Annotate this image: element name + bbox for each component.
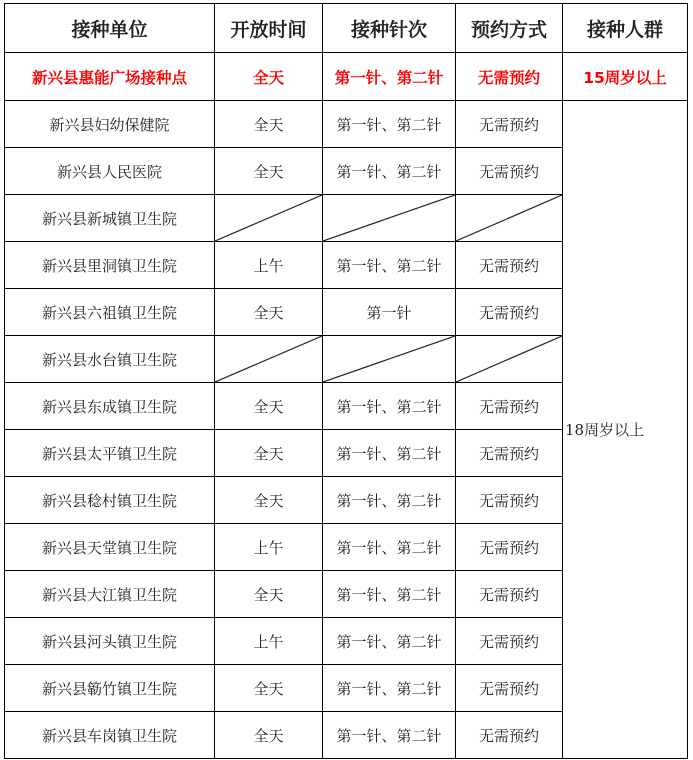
cell-hours: 上午 xyxy=(215,618,323,665)
cell-doses: 第一针、第二针 xyxy=(323,618,456,665)
cell-booking: 无需预约 xyxy=(456,383,563,430)
cell-booking: 无需预约 xyxy=(456,571,563,618)
cell-hours: 全天 xyxy=(215,430,323,477)
cell-hours: 上午 xyxy=(215,524,323,571)
header-unit: 接种单位 xyxy=(5,4,215,53)
cell-hours: 全天 xyxy=(215,383,323,430)
cell-booking xyxy=(456,336,563,383)
header-population: 接种人群 xyxy=(563,4,688,53)
cell-booking: 无需预约 xyxy=(456,148,563,195)
cell-hours: 全天 xyxy=(215,712,323,759)
cell-unit: 新兴县大江镇卫生院 xyxy=(5,571,215,618)
cell-booking: 无需预约 xyxy=(456,101,563,148)
highlight-row xyxy=(5,53,688,101)
cell-unit: 新兴县人民医院 xyxy=(5,148,215,195)
cell-hours xyxy=(215,195,323,242)
cell-doses: 第一针、第二针 xyxy=(323,571,456,618)
vaccination-sites-table xyxy=(4,3,688,759)
header-booking: 预约方式 xyxy=(456,4,563,53)
not-applicable-slash-icon xyxy=(323,195,455,241)
cell-hours: 全天 xyxy=(215,101,323,148)
cell-doses xyxy=(323,336,456,383)
cell-doses: 第一针、第二针 xyxy=(323,53,456,101)
cell-hours: 全天 xyxy=(215,571,323,618)
cell-booking xyxy=(456,195,563,242)
cell-doses: 第一针、第二针 xyxy=(323,101,456,148)
cell-hours: 全天 xyxy=(215,289,323,336)
cell-hours: 全天 xyxy=(215,477,323,524)
cell-doses: 第一针、第二针 xyxy=(323,430,456,477)
cell-doses: 第一针、第二针 xyxy=(323,383,456,430)
cell-doses: 第一针、第二针 xyxy=(323,665,456,712)
cell-booking: 无需预约 xyxy=(456,242,563,289)
cell-booking: 无需预约 xyxy=(456,524,563,571)
cell-booking: 无需预约 xyxy=(456,712,563,759)
header-row xyxy=(5,4,688,53)
cell-unit: 新兴县稔村镇卫生院 xyxy=(5,477,215,524)
cell-doses: 第一针、第二针 xyxy=(323,477,456,524)
table-row xyxy=(5,101,688,148)
cell-unit: 新兴县东成镇卫生院 xyxy=(5,383,215,430)
cell-doses: 第一针、第二针 xyxy=(323,242,456,289)
cell-booking: 无需预约 xyxy=(456,430,563,477)
cell-booking: 无需预约 xyxy=(456,477,563,524)
cell-unit: 新兴县水台镇卫生院 xyxy=(5,336,215,383)
cell-doses xyxy=(323,195,456,242)
not-applicable-slash-icon xyxy=(215,336,322,382)
cell-hours: 上午 xyxy=(215,242,323,289)
cell-unit: 新兴县六祖镇卫生院 xyxy=(5,289,215,336)
cell-unit: 新兴县太平镇卫生院 xyxy=(5,430,215,477)
cell-hours xyxy=(215,336,323,383)
not-applicable-slash-icon xyxy=(323,336,455,382)
not-applicable-slash-icon xyxy=(215,195,322,241)
cell-population-merged: 18周岁以上 xyxy=(563,101,688,759)
cell-hours: 全天 xyxy=(215,665,323,712)
cell-doses: 第一针 xyxy=(323,289,456,336)
cell-unit: 新兴县车岗镇卫生院 xyxy=(5,712,215,759)
cell-population: 15周岁以上 xyxy=(563,53,688,101)
cell-unit: 新兴县簕竹镇卫生院 xyxy=(5,665,215,712)
not-applicable-slash-icon xyxy=(456,195,562,241)
cell-booking: 无需预约 xyxy=(456,618,563,665)
header-doses: 接种针次 xyxy=(323,4,456,53)
cell-unit: 新兴县惠能广场接种点 xyxy=(5,53,215,101)
cell-unit: 新兴县新城镇卫生院 xyxy=(5,195,215,242)
cell-unit: 新兴县妇幼保健院 xyxy=(5,101,215,148)
cell-unit: 新兴县天堂镇卫生院 xyxy=(5,524,215,571)
not-applicable-slash-icon xyxy=(456,336,562,382)
cell-doses: 第一针、第二针 xyxy=(323,524,456,571)
cell-doses: 第一针、第二针 xyxy=(323,712,456,759)
header-hours: 开放时间 xyxy=(215,4,323,53)
cell-unit: 新兴县河头镇卫生院 xyxy=(5,618,215,665)
cell-booking: 无需预约 xyxy=(456,289,563,336)
cell-booking: 无需预约 xyxy=(456,53,563,101)
cell-hours: 全天 xyxy=(215,148,323,195)
cell-doses: 第一针、第二针 xyxy=(323,148,456,195)
cell-booking: 无需预约 xyxy=(456,665,563,712)
cell-unit: 新兴县里洞镇卫生院 xyxy=(5,242,215,289)
cell-hours: 全天 xyxy=(215,53,323,101)
